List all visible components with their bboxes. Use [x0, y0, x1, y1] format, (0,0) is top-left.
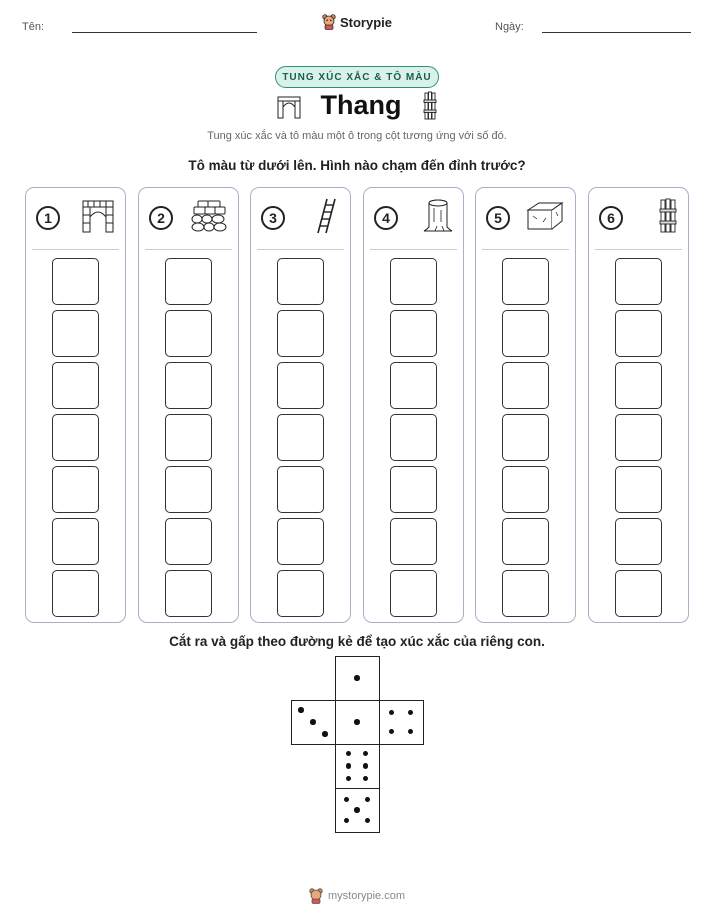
- dice-pip: [363, 751, 369, 757]
- date-line[interactable]: [542, 32, 691, 33]
- color-box[interactable]: [615, 570, 662, 617]
- dice-face-6: [335, 744, 380, 789]
- color-box[interactable]: [390, 466, 437, 513]
- dice-pip: [344, 818, 350, 824]
- column-6: [588, 187, 689, 623]
- dice-pip: [365, 797, 371, 803]
- wood-bundle-icon: [422, 91, 438, 121]
- color-box[interactable]: [390, 518, 437, 565]
- dice-pip: [354, 719, 360, 725]
- name-line[interactable]: [72, 32, 257, 33]
- dice-pip: [354, 807, 360, 813]
- dice-pip: [346, 776, 352, 782]
- color-box[interactable]: [502, 518, 549, 565]
- color-box[interactable]: [615, 466, 662, 513]
- dice-pip: [354, 675, 360, 681]
- color-box[interactable]: [52, 518, 99, 565]
- color-box[interactable]: [165, 310, 212, 357]
- color-box[interactable]: [277, 414, 324, 461]
- dice-face-4: [379, 700, 424, 745]
- stone-arch-icon: [277, 93, 301, 119]
- color-box[interactable]: [390, 362, 437, 409]
- dice-pip: [298, 707, 304, 713]
- column-header: [261, 198, 340, 238]
- color-box[interactable]: [615, 518, 662, 565]
- color-box[interactable]: [615, 362, 662, 409]
- dice-pip: [310, 719, 316, 725]
- color-box[interactable]: [615, 258, 662, 305]
- color-box[interactable]: [615, 414, 662, 461]
- dice-number-badge: 5: [486, 206, 510, 230]
- color-box[interactable]: [277, 570, 324, 617]
- dice-face-1: [335, 656, 380, 701]
- column-header: [149, 198, 228, 238]
- column-divider: [145, 249, 232, 250]
- color-box[interactable]: [615, 310, 662, 357]
- column-3: [250, 187, 351, 623]
- color-box[interactable]: [502, 466, 549, 513]
- date-label: Ngày:: [495, 21, 524, 33]
- column-divider: [370, 249, 457, 250]
- color-box[interactable]: [502, 570, 549, 617]
- column-4: [363, 187, 464, 623]
- color-box[interactable]: [277, 466, 324, 513]
- dice-pip: [344, 797, 350, 803]
- tree-stump-icon: [423, 198, 453, 239]
- stone-arch-icon: [81, 198, 115, 239]
- color-box[interactable]: [277, 362, 324, 409]
- dice-pip: [408, 729, 414, 735]
- column-header: [599, 198, 678, 238]
- column-header: [374, 198, 453, 238]
- color-box[interactable]: [52, 258, 99, 305]
- color-box[interactable]: [277, 518, 324, 565]
- color-box[interactable]: [502, 310, 549, 357]
- color-box[interactable]: [52, 466, 99, 513]
- dice-number-badge: 3: [261, 206, 285, 230]
- stone-block-icon: [525, 200, 565, 237]
- color-box[interactable]: [52, 310, 99, 357]
- color-box[interactable]: [52, 362, 99, 409]
- footer-url: mystorypie.com: [327, 890, 406, 902]
- color-box[interactable]: [502, 414, 549, 461]
- color-box[interactable]: [52, 570, 99, 617]
- color-box[interactable]: [502, 258, 549, 305]
- color-box[interactable]: [165, 466, 212, 513]
- column-5: [475, 187, 576, 623]
- dice-number-badge: 1: [36, 206, 60, 230]
- column-header: [36, 198, 115, 238]
- brand-logo: [0, 14, 714, 30]
- bear-icon: [309, 888, 323, 904]
- column-divider: [482, 249, 569, 250]
- stone-pile-icon: [190, 199, 228, 238]
- color-box[interactable]: [390, 310, 437, 357]
- dice-pip: [365, 818, 371, 824]
- page-title: Thang: [320, 90, 402, 120]
- color-box[interactable]: [277, 310, 324, 357]
- footer: [0, 888, 714, 904]
- race-instruction: Tô màu từ dưới lên. Hình nào chạm đến đỉnh trước?: [188, 158, 526, 173]
- dice-face-3: [291, 700, 336, 745]
- color-box[interactable]: [277, 258, 324, 305]
- activity-badge: TUNG XÚC XẮC & TÔ MÀU: [275, 66, 439, 88]
- dice-number-badge: 6: [599, 206, 623, 230]
- column-header: [486, 198, 565, 238]
- column-divider: [257, 249, 344, 250]
- subtitle: Tung xúc xắc và tô màu một ô trong cột tương ứng với số đó.: [207, 130, 507, 142]
- dice-pip: [408, 710, 414, 716]
- bear-icon: [322, 14, 336, 30]
- column-divider: [32, 249, 119, 250]
- column-divider: [595, 249, 682, 250]
- column-1: [25, 187, 126, 623]
- dice-pip: [322, 731, 328, 737]
- color-box[interactable]: [390, 414, 437, 461]
- dice-number-badge: 4: [374, 206, 398, 230]
- ladder-icon: [314, 197, 340, 240]
- dice-number-badge: 2: [149, 206, 173, 230]
- color-box[interactable]: [502, 362, 549, 409]
- color-box[interactable]: [390, 570, 437, 617]
- name-label: Tên:: [22, 21, 45, 33]
- dice-face-1: [335, 700, 380, 745]
- dice-face-5: [335, 788, 380, 833]
- dice-pip: [389, 729, 395, 735]
- dice-pip: [389, 710, 395, 716]
- column-2: [138, 187, 239, 623]
- color-box[interactable]: [165, 258, 212, 305]
- dice-pip: [363, 776, 369, 782]
- color-box[interactable]: [165, 414, 212, 461]
- dice-pip: [346, 763, 352, 769]
- color-box[interactable]: [165, 518, 212, 565]
- title-row: [0, 90, 714, 121]
- color-box[interactable]: [52, 414, 99, 461]
- brand-name: Storypie: [339, 14, 392, 30]
- color-box[interactable]: [165, 362, 212, 409]
- dice-instruction: Cắt ra và gấp theo đường kẻ để tạo xúc xắc của riêng con.: [169, 634, 545, 649]
- wood-bundle-icon: [658, 198, 678, 239]
- dice-pip: [346, 751, 352, 757]
- dice-pip: [363, 763, 369, 769]
- color-box[interactable]: [390, 258, 437, 305]
- color-box[interactable]: [165, 570, 212, 617]
